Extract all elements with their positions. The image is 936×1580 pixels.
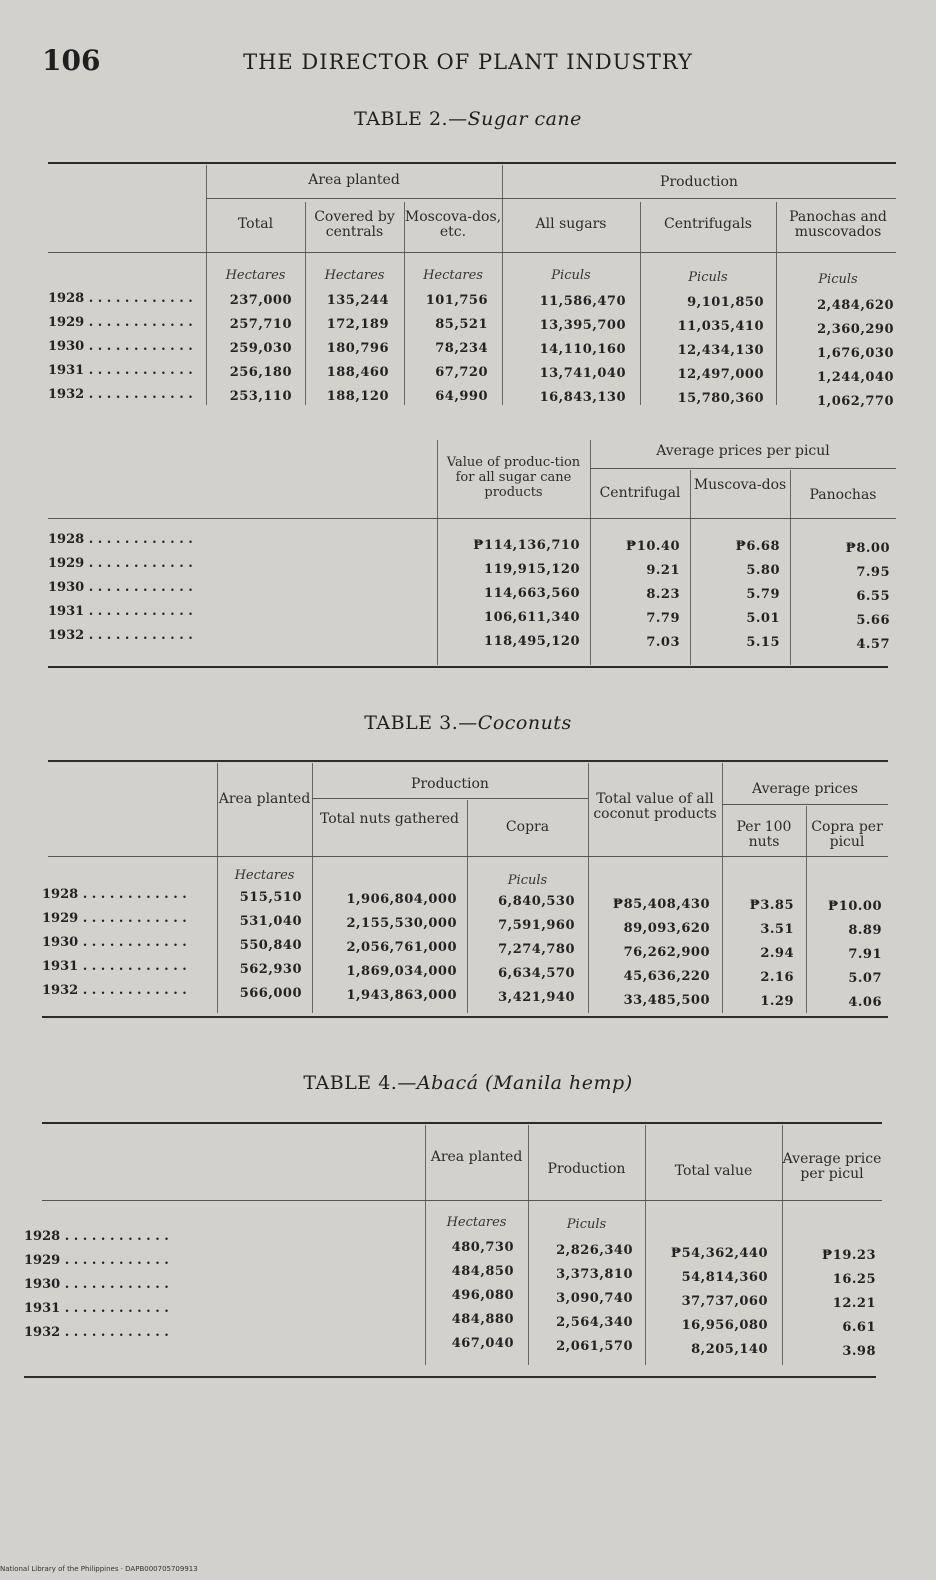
table-2-year: 1930 . . . . . . . . . . . . <box>48 339 193 354</box>
table-4-cell: 6.61 <box>842 1320 876 1335</box>
table-2b-cell: 9.21 <box>646 563 680 578</box>
table-2-cell: 1,676,030 <box>817 346 894 361</box>
table-2b-year: 1930 . . . . . . . . . . . . <box>48 580 193 595</box>
table-4-year: 1930 . . . . . . . . . . . . <box>24 1277 169 1292</box>
table-3-bottom-rule <box>42 1016 888 1018</box>
table-3-unit: Piculs <box>507 873 548 888</box>
table-3-header-area: Area planted <box>218 791 311 807</box>
table-2b-year: 1928 . . . . . . . . . . . . <box>48 532 193 547</box>
table-2-group-production: Production <box>660 174 738 190</box>
table-2b-year: 1929 . . . . . . . . . . . . <box>48 556 193 571</box>
table-4-cell: 12.21 <box>832 1296 876 1311</box>
table-3-cell: 6,634,570 <box>498 966 575 981</box>
table-3-year: 1932 . . . . . . . . . . . . <box>42 983 187 998</box>
table-4-top-rule <box>42 1122 882 1124</box>
table-2-top-rule <box>48 162 896 164</box>
table-2-label: TABLE 2. <box>354 108 449 130</box>
table-2-year: 1929 . . . . . . . . . . . . <box>48 315 193 330</box>
table-2b-cell: 8.23 <box>646 587 680 602</box>
table-2b-cell: 5.15 <box>746 635 780 650</box>
table-2-cell: 188,460 <box>326 365 389 380</box>
table-3-cell: 1,869,034,000 <box>346 964 457 979</box>
table-4-unit: Hectares <box>446 1215 507 1230</box>
table-3-cell: 1,906,804,000 <box>346 892 457 907</box>
table-4-cell: 16.25 <box>832 1272 876 1287</box>
table-3-group-avg: Average prices <box>752 781 858 797</box>
table-4-label: TABLE 4. <box>303 1072 398 1094</box>
table-3-cell: 1,943,863,000 <box>346 988 457 1003</box>
table-4-cell: 484,880 <box>451 1312 514 1327</box>
table-2b-cell: ₱114,136,710 <box>473 538 580 553</box>
table-4-cell: 2,564,340 <box>556 1315 633 1330</box>
table-2-year: 1928 . . . . . . . . . . . . <box>48 291 193 306</box>
table-3-cell: 566,000 <box>239 986 302 1001</box>
table-4-year: 1931 . . . . . . . . . . . . <box>24 1301 169 1316</box>
table-2-subject: Sugar cane <box>467 108 582 130</box>
table-2-unit: Hectares <box>423 268 483 283</box>
table-4-head-rule <box>42 1200 882 1201</box>
table-4-header-avg: Average price per picul <box>782 1151 882 1182</box>
table-2b-group-avg: Average prices per picul <box>656 443 830 459</box>
table-2b-cell: 6.55 <box>856 589 890 604</box>
table-4-cell: 480,730 <box>451 1240 514 1255</box>
table-3-cell: 7,274,780 <box>498 942 575 957</box>
table-2-cell: 2,360,290 <box>817 322 894 337</box>
table-3-cell: 3.51 <box>760 922 794 937</box>
table-4-cell: 8,205,140 <box>691 1342 768 1357</box>
table-2-cell: 259,030 <box>229 341 292 356</box>
table-2-cell: 13,395,700 <box>539 318 626 333</box>
table-2b-cell: 7.95 <box>856 565 890 580</box>
table-2-unit: Piculs <box>551 268 591 283</box>
table-3-cell: ₱3.85 <box>749 898 794 913</box>
table-4-year: 1929 . . . . . . . . . . . . <box>24 1253 169 1268</box>
table-3-title: TABLE 3.—Coconuts <box>364 712 572 734</box>
table-3-top-rule <box>48 760 888 762</box>
table-4-unit: Piculs <box>566 1217 607 1232</box>
table-3-cell: ₱10.00 <box>828 899 882 914</box>
table-4-cell: 496,080 <box>451 1288 514 1303</box>
table-2-cell: 13,741,040 <box>539 366 626 381</box>
table-4-subject: Abacá (Manila hemp) <box>416 1072 633 1094</box>
table-2-cell: 253,110 <box>229 389 292 404</box>
table-2-header-moscovados: Moscova-dos, etc. <box>404 209 502 240</box>
table-3-header-value: Total value of all coconut products <box>593 791 717 822</box>
table-3-cell: 2,155,530,000 <box>346 916 457 931</box>
table-2-cell: 1,244,040 <box>817 370 894 385</box>
table-3-cell: 6,840,530 <box>498 894 575 909</box>
table-3-cell: 515,510 <box>239 890 302 905</box>
table-2-unit: Hectares <box>324 268 385 283</box>
table-3-cell: ₱85,408,430 <box>612 897 710 912</box>
table-2-cell: 12,434,130 <box>677 343 764 358</box>
table-2-cell: 12,497,000 <box>677 367 764 382</box>
table-3-cell: 2.16 <box>760 970 794 985</box>
table-4-cell: ₱19.23 <box>822 1248 876 1263</box>
table-3-cell: 45,636,220 <box>623 969 710 984</box>
table-2b-cell: 5.01 <box>746 611 780 626</box>
table-3-year: 1930 . . . . . . . . . . . . <box>42 935 187 950</box>
table-2-header-centrals: Covered by centrals <box>314 209 395 240</box>
page-number: 106 <box>42 44 101 77</box>
table-2b-head-rule <box>48 518 896 519</box>
table-2-cell: 11,586,470 <box>539 294 626 309</box>
table-2-year: 1932 . . . . . . . . . . . . <box>48 387 193 402</box>
table-3-header-copra: Copra <box>505 819 550 835</box>
table-3-header-nuts: Total nuts gathered <box>319 811 460 827</box>
table-2-cell: 67,720 <box>435 365 488 380</box>
table-4-bottom-rule <box>24 1376 876 1378</box>
table-2-cell: 237,000 <box>229 293 292 308</box>
table-2b-cell: 5.66 <box>856 613 890 628</box>
table-3-cell: 1.29 <box>760 994 794 1009</box>
table-2b-cell: ₱10.40 <box>626 539 680 554</box>
table-2-cell: 64,990 <box>435 389 488 404</box>
table-3-year: 1929 . . . . . . . . . . . . <box>42 911 187 926</box>
table-3-cell: 76,262,900 <box>623 945 710 960</box>
running-head: THE DIRECTOR OF PLANT INDUSTRY <box>243 50 693 74</box>
table-3-group-production: Production <box>411 776 489 792</box>
table-2-year: 1931 . . . . . . . . . . . . <box>48 363 193 378</box>
table-3-cell: 4.06 <box>848 995 882 1010</box>
table-2b-cell: 114,663,560 <box>484 586 580 601</box>
table-2-cell: 257,710 <box>229 317 292 332</box>
table-2b-header-muscovados: Muscova-dos <box>693 477 787 493</box>
table-4-cell: 467,040 <box>451 1336 514 1351</box>
table-2-cell: 135,244 <box>326 293 389 308</box>
table-2b-cell: ₱8.00 <box>845 541 890 556</box>
table-3-cell: 7,591,960 <box>498 918 575 933</box>
table-2-cell: 9,101,850 <box>687 295 764 310</box>
table-4-cell: 484,850 <box>451 1264 514 1279</box>
table-3-cell: 531,040 <box>239 914 302 929</box>
table-2-header-centrifugals: Centrifugals <box>664 216 752 232</box>
table-2-head-rule <box>48 252 896 253</box>
table-3-year: 1928 . . . . . . . . . . . . <box>42 887 187 902</box>
table-2-cell: 14,110,160 <box>539 342 626 357</box>
table-2-header-total: Total <box>237 216 274 232</box>
table-3-cell: 562,930 <box>239 962 302 977</box>
table-3-cell: 33,485,500 <box>623 993 710 1008</box>
table-4-header-production: Production <box>547 1161 626 1177</box>
table-3-group-rule <box>722 804 888 805</box>
table-2-cell: 101,756 <box>425 293 488 308</box>
table-4-header-area: Area planted <box>430 1149 523 1165</box>
table-3-label: TABLE 3. <box>364 712 459 734</box>
table-2-header-all-sugars: All sugars <box>535 216 607 232</box>
table-2-unit: Hectares <box>225 268 286 283</box>
table-3-cell: 2,056,761,000 <box>346 940 457 955</box>
table-2b-header-panochas: Panochas <box>809 487 877 503</box>
table-2b-year: 1931 . . . . . . . . . . . . <box>48 604 193 619</box>
table-2-unit: Piculs <box>688 270 728 285</box>
table-2-bottom-rule <box>48 666 888 668</box>
table-2-group-rule <box>206 198 896 199</box>
table-4-year: 1932 . . . . . . . . . . . . <box>24 1325 169 1340</box>
table-2b-year: 1932 . . . . . . . . . . . . <box>48 628 193 643</box>
table-2-cell: 15,780,360 <box>677 391 764 406</box>
table-4-cell: 2,061,570 <box>556 1339 633 1354</box>
table-2b-cell: 5.79 <box>746 587 780 602</box>
table-2-cell: 11,035,410 <box>677 319 764 334</box>
table-4-cell: 3,090,740 <box>556 1291 633 1306</box>
table-4-header-value: Total value <box>674 1163 753 1179</box>
table-4-year: 1928 . . . . . . . . . . . . <box>24 1229 169 1244</box>
table-4-cell: 16,956,080 <box>681 1318 768 1333</box>
table-3-cell: 5.07 <box>848 971 882 986</box>
table-2b-cell: 119,915,120 <box>484 562 580 577</box>
table-3-subject: Coconuts <box>477 712 572 734</box>
table-2-cell: 256,180 <box>229 365 292 380</box>
table-3-header-copra-picul: Copra per picul <box>811 819 883 850</box>
table-2-cell: 180,796 <box>326 341 389 356</box>
table-3-cell: 89,093,620 <box>623 921 710 936</box>
footer-credit: National Library of the Philippines · DAPB000705709913 <box>0 1565 198 1573</box>
table-3-unit: Hectares <box>234 868 295 883</box>
table-3-cell: 550,840 <box>239 938 302 953</box>
table-3-cell: 8.89 <box>848 923 882 938</box>
table-2b-cell: 4.57 <box>856 637 890 652</box>
table-2-unit: Piculs <box>818 272 858 287</box>
table-2-cell: 78,234 <box>435 341 488 356</box>
table-3-cell: 3,421,940 <box>498 990 575 1005</box>
table-2b-cell: 118,495,120 <box>484 634 580 649</box>
table-4-title: TABLE 4.—Abacá (Manila hemp) <box>303 1072 633 1094</box>
table-2b-header-centrifugal: Centrifugal <box>599 485 681 501</box>
table-4-cell: 54,814,360 <box>681 1270 768 1285</box>
table-2b-cell: 7.03 <box>646 635 680 650</box>
table-4-cell: 37,737,060 <box>681 1294 768 1309</box>
table-3-cell: 2.94 <box>760 946 794 961</box>
table-4-cell: ₱54,362,440 <box>670 1246 768 1261</box>
table-3-year: 1931 . . . . . . . . . . . . <box>42 959 187 974</box>
table-3-group-rule <box>312 798 588 799</box>
table-2b-header-value: Value of produc-tion for all sugar cane products <box>446 455 581 500</box>
table-2b-cell: 106,611,340 <box>484 610 580 625</box>
table-2-cell: 2,484,620 <box>817 298 894 313</box>
table-2-header-panochas: Panochas and muscovados <box>789 209 887 240</box>
table-4-cell: 3.98 <box>842 1344 876 1359</box>
table-2b-cell: ₱6.68 <box>735 539 780 554</box>
table-2b-cell: 7.79 <box>646 611 680 626</box>
table-2-cell: 16,843,130 <box>539 390 626 405</box>
table-3-cell: 7.91 <box>848 947 882 962</box>
table-2-cell: 85,521 <box>435 317 488 332</box>
table-2-group-area: Area planted <box>308 172 400 188</box>
table-2-title: TABLE 2.—Sugar cane <box>354 108 582 130</box>
table-2-cell: 188,120 <box>326 389 389 404</box>
table-3-header-per100: Per 100 nuts <box>736 819 792 850</box>
table-2b-group-rule <box>590 468 896 469</box>
table-4-cell: 2,826,340 <box>556 1243 633 1258</box>
table-2-cell: 1,062,770 <box>817 394 894 409</box>
table-2b-cell: 5.80 <box>746 563 780 578</box>
table-4-cell: 3,373,810 <box>556 1267 633 1282</box>
table-3-head-rule <box>48 856 888 857</box>
table-2-cell: 172,189 <box>326 317 389 332</box>
